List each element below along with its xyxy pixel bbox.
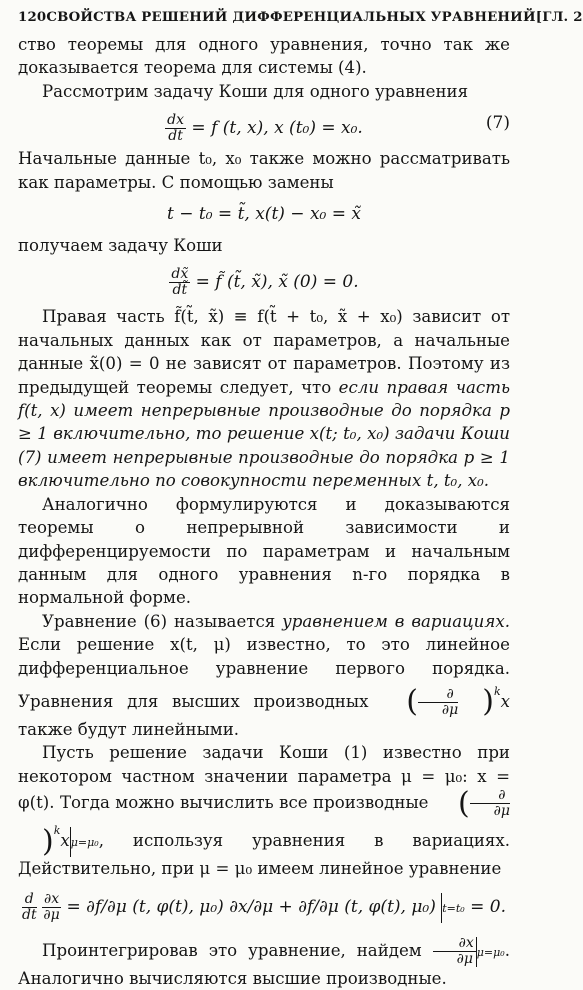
paragraph-1: ство теоремы для одного уравнения, точно так же доказывается теорема для системы (4).	[18, 35, 510, 78]
linear-variational-equation: $\frac{d}{dt}$ $\frac{\partial x}{\partial\mu}$ = ∂f/∂μ (t, φ(t), μ₀) ∂x/∂μ + ∂f/∂μ (t, φ(t), μ₀) t=t₀ = 0.	[21, 891, 506, 924]
equation-number: (7)	[485, 113, 510, 134]
paragraph-6: Аналогично формулируются и доказываются теоремы о непрерывной зависимости и дифференцируемости по параметрам и начальным данным для одного уравнения n-го порядка в нормальной форме.	[18, 494, 510, 608]
paragraph-8: Пусть решение задачи Коши (1) известно при некотором частном значении параметра μ = μ₀: x = φ(t). Тогда можно вычислить все производные ( $\frac{\partial}{\partial\mu}$ )$^k$xμ=μ₀, используя уравнения в вариациях. Действительно, при μ = μ₀ имеем линейное уравнение	[18, 743, 510, 878]
page-number: 120	[18, 10, 47, 25]
page	[18, 10, 583, 990]
term-variational-equation: уравнением в вариациях.	[282, 611, 510, 631]
running-header	[18, 10, 583, 25]
equation-7: $\frac{dx}{dt}$ = f (t, x), x (t₀) = x₀. (7)	[167, 112, 510, 145]
paragraph-7: Уравнение (6) называется уравнением в вариациях. Если решение x(t, μ) известно, то это линейное дифференциальное уравнение первого порядка. Уравнения для высших производных ( $\frac{\partial}{\partial\mu}$ )$^k$x также будут линейными.	[18, 611, 510, 739]
paragraph-5: Правая часть f̃(t̃, x̃) ≡ f(t̃ + t₀, x̃ + x₀) зависит от начальных данных как от параметров, а начальные данные x̃(0) = 0 не зависят от параметров. Поэтому из предыдущей теоремы следует, что если правая часть f(t, x) имеет непрерывные производные до порядка p ≥ 1 включительно, то решение x(t; t₀, x₀) задачи Коши (7) имеет непрерывные производные до порядка p ≥ 1 включительно по совокупности переменных t, t₀, x₀.	[18, 307, 510, 491]
theorem-statement: если правая часть f(t, x) имеет непрерывные производные до порядка p ≥ 1 включительно, то решение x(t; t₀, x₀) задачи Коши (7) имеет непрерывные производные до порядка p ≥ 1 включительно по совокупности переменных t, t₀, x₀.	[18, 377, 510, 491]
substitution-formula: t − t₀ = t̃, x(t) − x₀ = x̃	[167, 204, 361, 225]
paragraph-4: получаем задачу Коши	[18, 236, 223, 256]
paragraph-9: Проинтегрировав это уравнение, найдем $\frac{\partial x}{\partial\mu}$ μ=μ₀. Аналогично вычисляются высшие производные.	[18, 935, 510, 989]
transformed-cauchy-problem: $\frac{dx̃}{dt̃}$ = f̃ (t̃, x̃), x̃ (0) = 0.	[171, 266, 359, 299]
fraction-dx-dt: $\frac{dx}{dt}$	[167, 112, 185, 145]
chapter-label: [ГЛ. 2	[535, 10, 583, 25]
paragraph-3: Начальные данные t₀, x₀ также можно рассматривать как параметры. С помощью замены	[18, 149, 510, 192]
paragraph-2: Рассмотрим задачу Коши для одного уравнения	[42, 81, 469, 101]
header-title: СВОЙСТВА РЕШЕНИЙ ДИФФЕРЕНЦИАЛЬНЫХ УРАВНЕНИЙ	[46, 10, 536, 25]
